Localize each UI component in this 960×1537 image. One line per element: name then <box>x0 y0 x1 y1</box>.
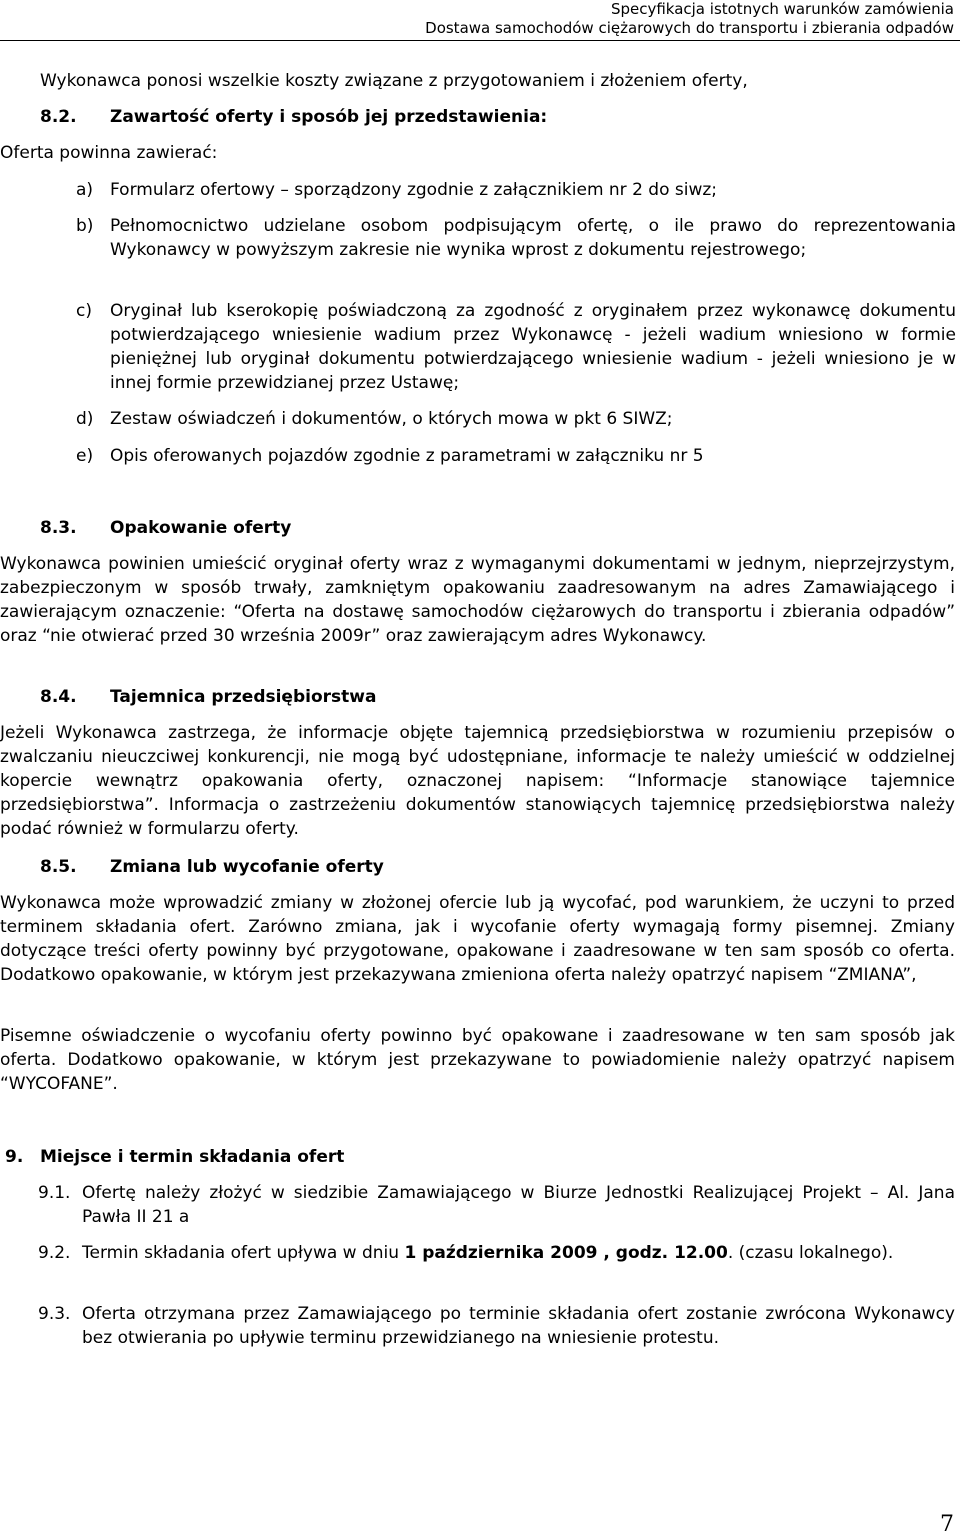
section-title: Zmiana lub wycofanie oferty <box>110 857 384 877</box>
list-item-text: Opis oferowanych pojazdów zgodnie z parametrami w załączniku nr 5 <box>110 446 704 466</box>
section-title: Tajemnica przedsiębiorstwa <box>110 687 377 707</box>
page-header <box>425 0 954 38</box>
header-subtitle: Dostawa samochodów ciężarowych do transportu i zbierania odpadów <box>425 19 954 37</box>
section-8-4-body: Jeżeli Wykonawca zastrzega, że informacje objęte tajemnicą przedsiębiorstwa w rozumieniu przepisów o zwalczaniu nieuczciwej konkurencji, nie mogą być udostępniane, informacje te należy umieścić w oddzielnej kopercie wewnątrz opakowania oferty, oznaczonej napisem: “Informacje stanowiące tajemnice przedsiębiorstwa”. Informacja o zastrzeżeniu dokumentów stanowiących tajemnicę przedsiębiorstwa należy podać również w formularzu oferty. <box>0 723 955 839</box>
subsection-text <box>82 1241 955 1265</box>
list-item-label: d) <box>76 409 94 429</box>
section-9-heading <box>5 1145 955 1169</box>
list-item-label: b) <box>76 216 94 236</box>
list-item-text: Pełnomocnictwo udzielane osobom podpisującym ofertę, o ile prawo do reprezentowania Wykonawcy w powyższym zakresie nie wynika wprost z dokumentu rejestrowego; <box>110 216 956 260</box>
section-title: Opakowanie oferty <box>110 518 292 538</box>
subsection-number: 9.3. <box>38 1304 71 1324</box>
section-number: 8.5. <box>40 857 77 877</box>
list-item-label: c) <box>76 301 92 321</box>
section-title: Zawartość oferty i sposób jej przedstawienia: <box>110 107 548 127</box>
list-item-text: Oryginał lub kserokopię poświadczoną za zgodność z oryginałem przez wykonawcę dokumentu potwierdzającego wniesienie wadium przez Wykonawcę - jeżeli wadium wniesiono w formie pieniężnej lub oryginał dokumentu potwierdzającego wniesienie wadium - jeżeli wniesiono je w innej formie przewidzianej przez Ustawę; <box>110 301 956 393</box>
list-item-label: a) <box>76 180 94 200</box>
subsection-number: 9.2. <box>38 1243 71 1263</box>
intro-paragraph: Wykonawca ponosi wszelkie koszty związane z przygotowaniem i złożeniem oferty, <box>40 71 748 91</box>
section-8-2-heading <box>40 105 955 129</box>
list-item-a <box>76 178 956 202</box>
section-8-5-body-1: Wykonawca może wprowadzić zmiany w złożonej ofercie lub ją wycofać, pod warunkiem, że uczyni to przed terminem składania ofert. Zarówno zmiana, jak i wycofanie oferty wymagają formy pisemnej. Zmiany dotyczące treści oferty powinny być przygotowane, opakowane i zaadresowane w ten sam sposób co oferta. Dodatkowo opakowanie, w którym jest przekazywana zmieniona oferta należy opatrzyć napisem “ZMIANA”, <box>0 893 955 985</box>
section-number: 9. <box>5 1147 24 1167</box>
section-8-4-heading <box>40 685 955 709</box>
list-item-b <box>76 214 956 262</box>
list-item-label: e) <box>76 446 94 466</box>
list-item-d <box>76 407 956 431</box>
subsection-9-1 <box>38 1181 955 1229</box>
list-item-c <box>76 299 956 395</box>
subsection-text: Oferta otrzymana przez Zamawiającego po terminie składania ofert zostanie zwrócona Wykonawcy bez otwierania po upływie terminu przewidzianego na wniesienie protestu. <box>82 1304 955 1348</box>
section-8-5-body-2: Pisemne oświadczenie o wycofaniu oferty powinno być opakowane i zaadresowane w ten sam sposób jak oferta. Dodatkowo opakowanie, w którym jest przekazywane to powiadomienie należy opatrzyć napisem “WYCOFANE”. <box>0 1026 955 1094</box>
subsection-9-2 <box>38 1241 955 1265</box>
deadline-text-post: . (czasu lokalnego). <box>727 1243 894 1263</box>
subsection-number: 9.1. <box>38 1183 71 1203</box>
header-divider <box>0 40 960 41</box>
section-number: 8.3. <box>40 518 77 538</box>
list-item-text: Zestaw oświadczeń i dokumentów, o których mowa w pkt 6 SIWZ; <box>110 409 673 429</box>
page-number: 7 <box>940 1512 954 1537</box>
subsection-9-3 <box>38 1302 955 1350</box>
deadline-date: 1 października 2009 , godz. 12.00 <box>404 1243 728 1263</box>
list-item-text: Formularz ofertowy – sporządzony zgodnie z załącznikiem nr 2 do siwz; <box>110 180 718 200</box>
list-item-e <box>76 444 956 468</box>
deadline-text-pre: Termin składania ofert upływa w dniu <box>82 1243 405 1263</box>
section-number: 8.2. <box>40 107 77 127</box>
section-number: 8.4. <box>40 687 77 707</box>
section-8-3-heading <box>40 516 955 540</box>
header-title: Specyfikacja istotnych warunków zamówienia <box>610 0 954 18</box>
section-8-3-body: Wykonawca powinien umieścić oryginał oferty wraz z wymaganymi dokumentami w jednym, nieprzejrzystym, zabezpieczonym w sposób trwały, zamkniętym opakowaniu zaadresowanym na adres Zamawiającego i zawierającym oznaczenie: “Oferta na dostawę samochodów ciężarowych do transportu i zbierania odpadów” oraz “nie otwierać przed 30 września 2009r” oraz zawierającym adres Wykonawcy. <box>0 554 955 646</box>
subsection-text: Ofertę należy złożyć w siedzibie Zamawiającego w Biurze Jednostki Realizującej Projekt – Al. Jana Pawła II 21 a <box>82 1183 955 1227</box>
section-8-2-lead: Oferta powinna zawierać: <box>0 143 218 163</box>
section-title: Miejsce i termin składania ofert <box>40 1147 345 1167</box>
section-8-5-heading <box>40 855 955 879</box>
